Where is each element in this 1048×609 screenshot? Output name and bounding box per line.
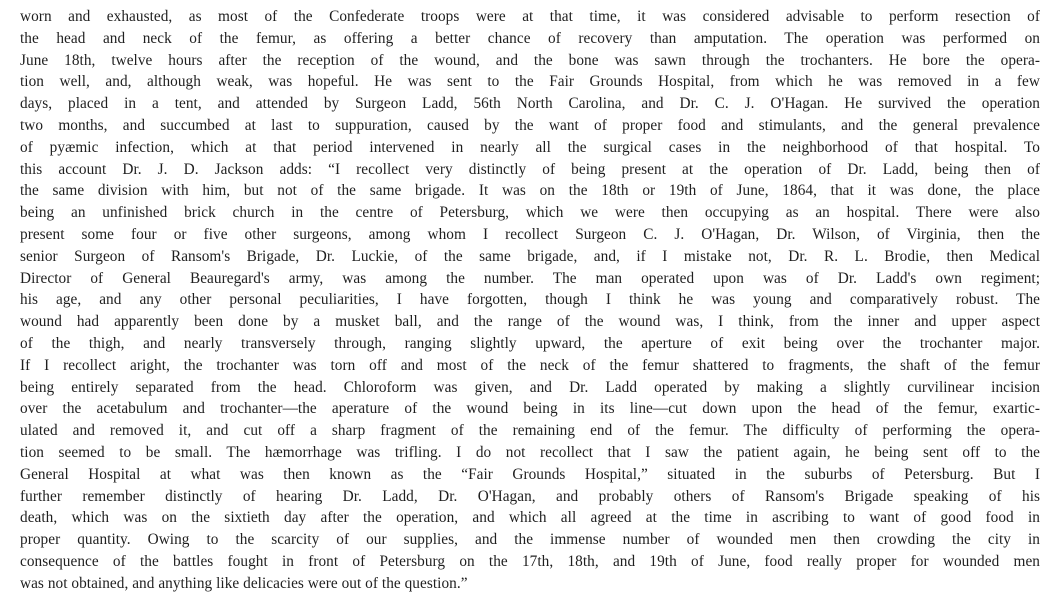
text-line: senior Surgeon of Ransom's Brigade, Dr. Luckie, of the same brigade, and, if I mistake not, Dr. R. L. Brodie, then Medical (20, 247, 1040, 265)
text-line: wound had apparently been done by a musket ball, and the range of the wound was, I think, from the inner and upper aspect (20, 313, 1040, 331)
text-line: of the thigh, and nearly transversely through, ranging slightly upward, the aperture of exit being over the trochanter major. (20, 334, 1040, 352)
text-line: consequence of the battles fought in front of Petersburg on the 17th, 18th, and 19th of June, food really proper for wounded men (20, 552, 1040, 570)
paragraph (20, 6, 1040, 595)
text-line: two months, and succumbed at last to suppuration, caused by the want of proper food and stimulants, and the general prevalence (20, 116, 1040, 134)
text-line: further remember distinctly of hearing Dr. Ladd, Dr. O'Hagan, and probably others of Ransom's Brigade speaking of his (20, 487, 1040, 505)
text-line: over the acetabulum and trochanter—the aperature of the wound being in its line—cut down upon the head of the femur, exartic- (20, 400, 1040, 418)
text-line: ulated and removed it, and cut off a sharp fragment of the remaining end of the femur. The difficulty of performing the opera- (20, 422, 1040, 440)
text-line: June 18th, twelve hours after the reception of the wound, and the bone was sawn through the trochanters. He bore the opera- (20, 51, 1040, 69)
text-line: death, which was on the sixtieth day after the operation, and which all agreed at the time in ascribing to want of good food in (20, 509, 1040, 527)
text-line: tion seemed to be small. The hæmorrhage was trifling. I do not recollect that I saw the patient again, he being sent off to the (20, 443, 1040, 461)
text-line: of pyæmic infection, which at that period intervened in nearly all the surgical cases in the neighborhood of that hospital. To (20, 138, 1040, 156)
text-line: the head and neck of the femur, as offering a better chance of recovery than amputation. The operation was performed on (20, 29, 1040, 47)
text-line: If I recollect aright, the trochanter was torn off and most of the neck of the femur shattered to fragments, the shaft of the femur (20, 356, 1040, 374)
text-line: Director of General Beauregard's army, was among the number. The man operated upon was of Dr. Ladd's own regiment; (20, 269, 1040, 287)
text-line: General Hospital at what was then known as the “Fair Grounds Hospital,” situated in the suburbs of Petersburg. But I (20, 465, 1040, 483)
text-line: days, placed in a tent, and attended by Surgeon Ladd, 56th North Carolina, and Dr. C. J. O'Hagan. He survived the operation (20, 95, 1040, 113)
text-line: proper quantity. Owing to the scarcity of our supplies, and the immense number of wounded men then crowding the city in (20, 531, 1040, 549)
text-line: tion well, and, although weak, was hopeful. He was sent to the Fair Grounds Hospital, from which he was removed in a few (20, 73, 1040, 91)
document-page (20, 6, 1040, 595)
text-line: worn and exhausted, as most of the Confederate troops were at that time, it was considered advisable to perform resection of (20, 8, 1040, 25)
text-line: present some four or five other surgeons, among whom I recollect Surgeon C. J. O'Hagan, Dr. Wilson, of Virginia, then the (20, 225, 1040, 243)
text-line: the same division with him, but not of the same brigade. It was on the 18th or 19th of June, 1864, that it was done, the place (20, 182, 1040, 200)
text-line: was not obtained, and anything like delicacies were out of the question.” (20, 574, 468, 592)
text-line: his age, and any other personal peculiarities, I have forgotten, though I think he was young and comparatively robust. The (20, 291, 1040, 309)
text-line: being an unfinished brick church in the centre of Petersburg, which we were then occupying as an hospital. There were also (20, 204, 1040, 222)
text-line: this account Dr. J. D. Jackson adds: “I recollect very distinctly of being present at the operation of Dr. Ladd, being then of (20, 160, 1040, 178)
text-line: being entirely separated from the head. Chloroform was given, and Dr. Ladd operated by making a slightly curvilinear incision (20, 378, 1040, 396)
